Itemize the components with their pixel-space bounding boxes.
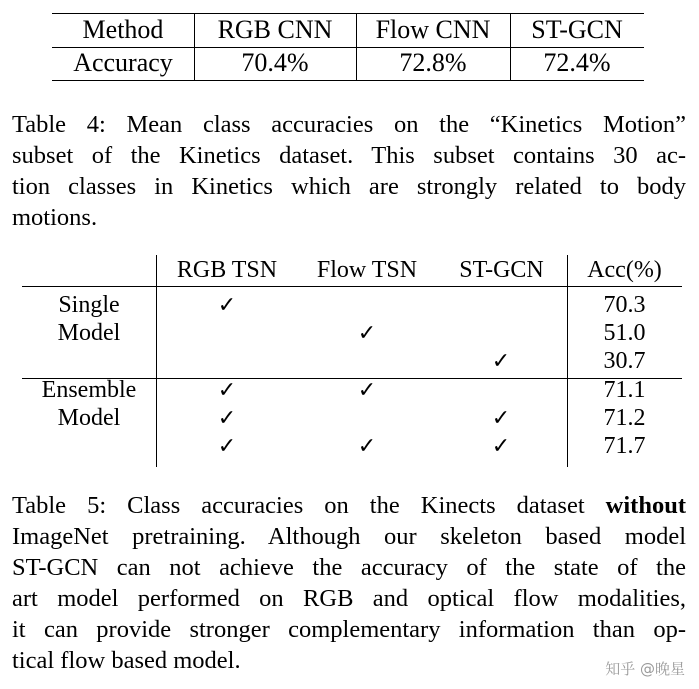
caption-line: it can provide stronger complementary information than op- xyxy=(12,616,686,643)
check-mark: ✓ xyxy=(491,349,511,374)
value-flow-cnn: 72.8% xyxy=(399,48,467,77)
check-mark: ✓ xyxy=(491,406,511,431)
accuracy-value: 70.3 xyxy=(603,292,646,318)
group-label-model: Model xyxy=(57,320,121,346)
check-mark: ✓ xyxy=(357,434,377,459)
check-mark: ✓ xyxy=(491,434,511,459)
header-st-gcn: ST-GCN xyxy=(459,257,544,283)
check-mark: ✓ xyxy=(217,378,237,403)
header-rgb-cnn: RGB CNN xyxy=(217,15,333,44)
accuracy-value: 71.7 xyxy=(603,433,646,459)
table-4 xyxy=(52,13,644,81)
caption-line: subset of the Kinetics dataset. This subset contains 30 ac- xyxy=(12,142,686,169)
check-mark: ✓ xyxy=(217,293,237,318)
watermark: 知乎 @晚星 xyxy=(605,660,685,678)
caption-line: ST-GCN can not achieve the accuracy of the state of the xyxy=(12,554,686,581)
column-divider xyxy=(156,255,157,467)
group-label-ensemble: Ensemble xyxy=(41,377,137,403)
caption-text: Table 5: Class accuracies on the Kinects dataset xyxy=(12,492,606,519)
caption-line: tical flow based model. xyxy=(12,647,241,674)
caption-line: tion classes in Kinetics which are strongly related to body xyxy=(12,173,686,200)
caption-bold-text: without xyxy=(605,492,686,519)
group-label-model: Model xyxy=(57,405,121,431)
accuracy-value: 71.1 xyxy=(603,377,646,403)
check-mark: ✓ xyxy=(217,434,237,459)
check-mark: ✓ xyxy=(217,406,237,431)
caption-line xyxy=(12,490,686,521)
table-5 xyxy=(22,255,682,467)
value-st-gcn: 72.4% xyxy=(543,48,611,77)
table-5-caption xyxy=(12,490,686,676)
header-flow-cnn: Flow CNN xyxy=(375,15,491,44)
accuracy-value: 71.2 xyxy=(603,405,646,431)
header-rgb-tsn: RGB TSN xyxy=(176,257,278,283)
row-label-accuracy: Accuracy xyxy=(73,48,173,77)
check-mark: ✓ xyxy=(357,378,377,403)
header-st-gcn: ST-GCN xyxy=(531,15,623,44)
accuracy-value: 30.7 xyxy=(603,348,646,374)
top-rule xyxy=(52,13,644,14)
bottom-rule xyxy=(52,80,644,81)
table-4-caption xyxy=(12,109,686,233)
header-rule xyxy=(22,286,682,287)
header-flow-tsn: Flow TSN xyxy=(316,257,418,283)
value-rgb-cnn: 70.4% xyxy=(241,48,309,77)
caption-line: ImageNet pretraining. Although our skeleton based model xyxy=(12,523,686,550)
caption-line: art model performed on RGB and optical flow modalities, xyxy=(12,585,686,612)
accuracy-value: 51.0 xyxy=(603,320,646,346)
caption-line: motions. xyxy=(12,204,98,231)
header-method: Method xyxy=(82,15,164,44)
header-accuracy: Acc(%) xyxy=(587,257,662,283)
check-mark: ✓ xyxy=(357,321,377,346)
caption-line: Table 4: Mean class accuracies on the “Kinetics Motion” xyxy=(12,111,686,138)
group-label-single: Single xyxy=(58,292,120,318)
